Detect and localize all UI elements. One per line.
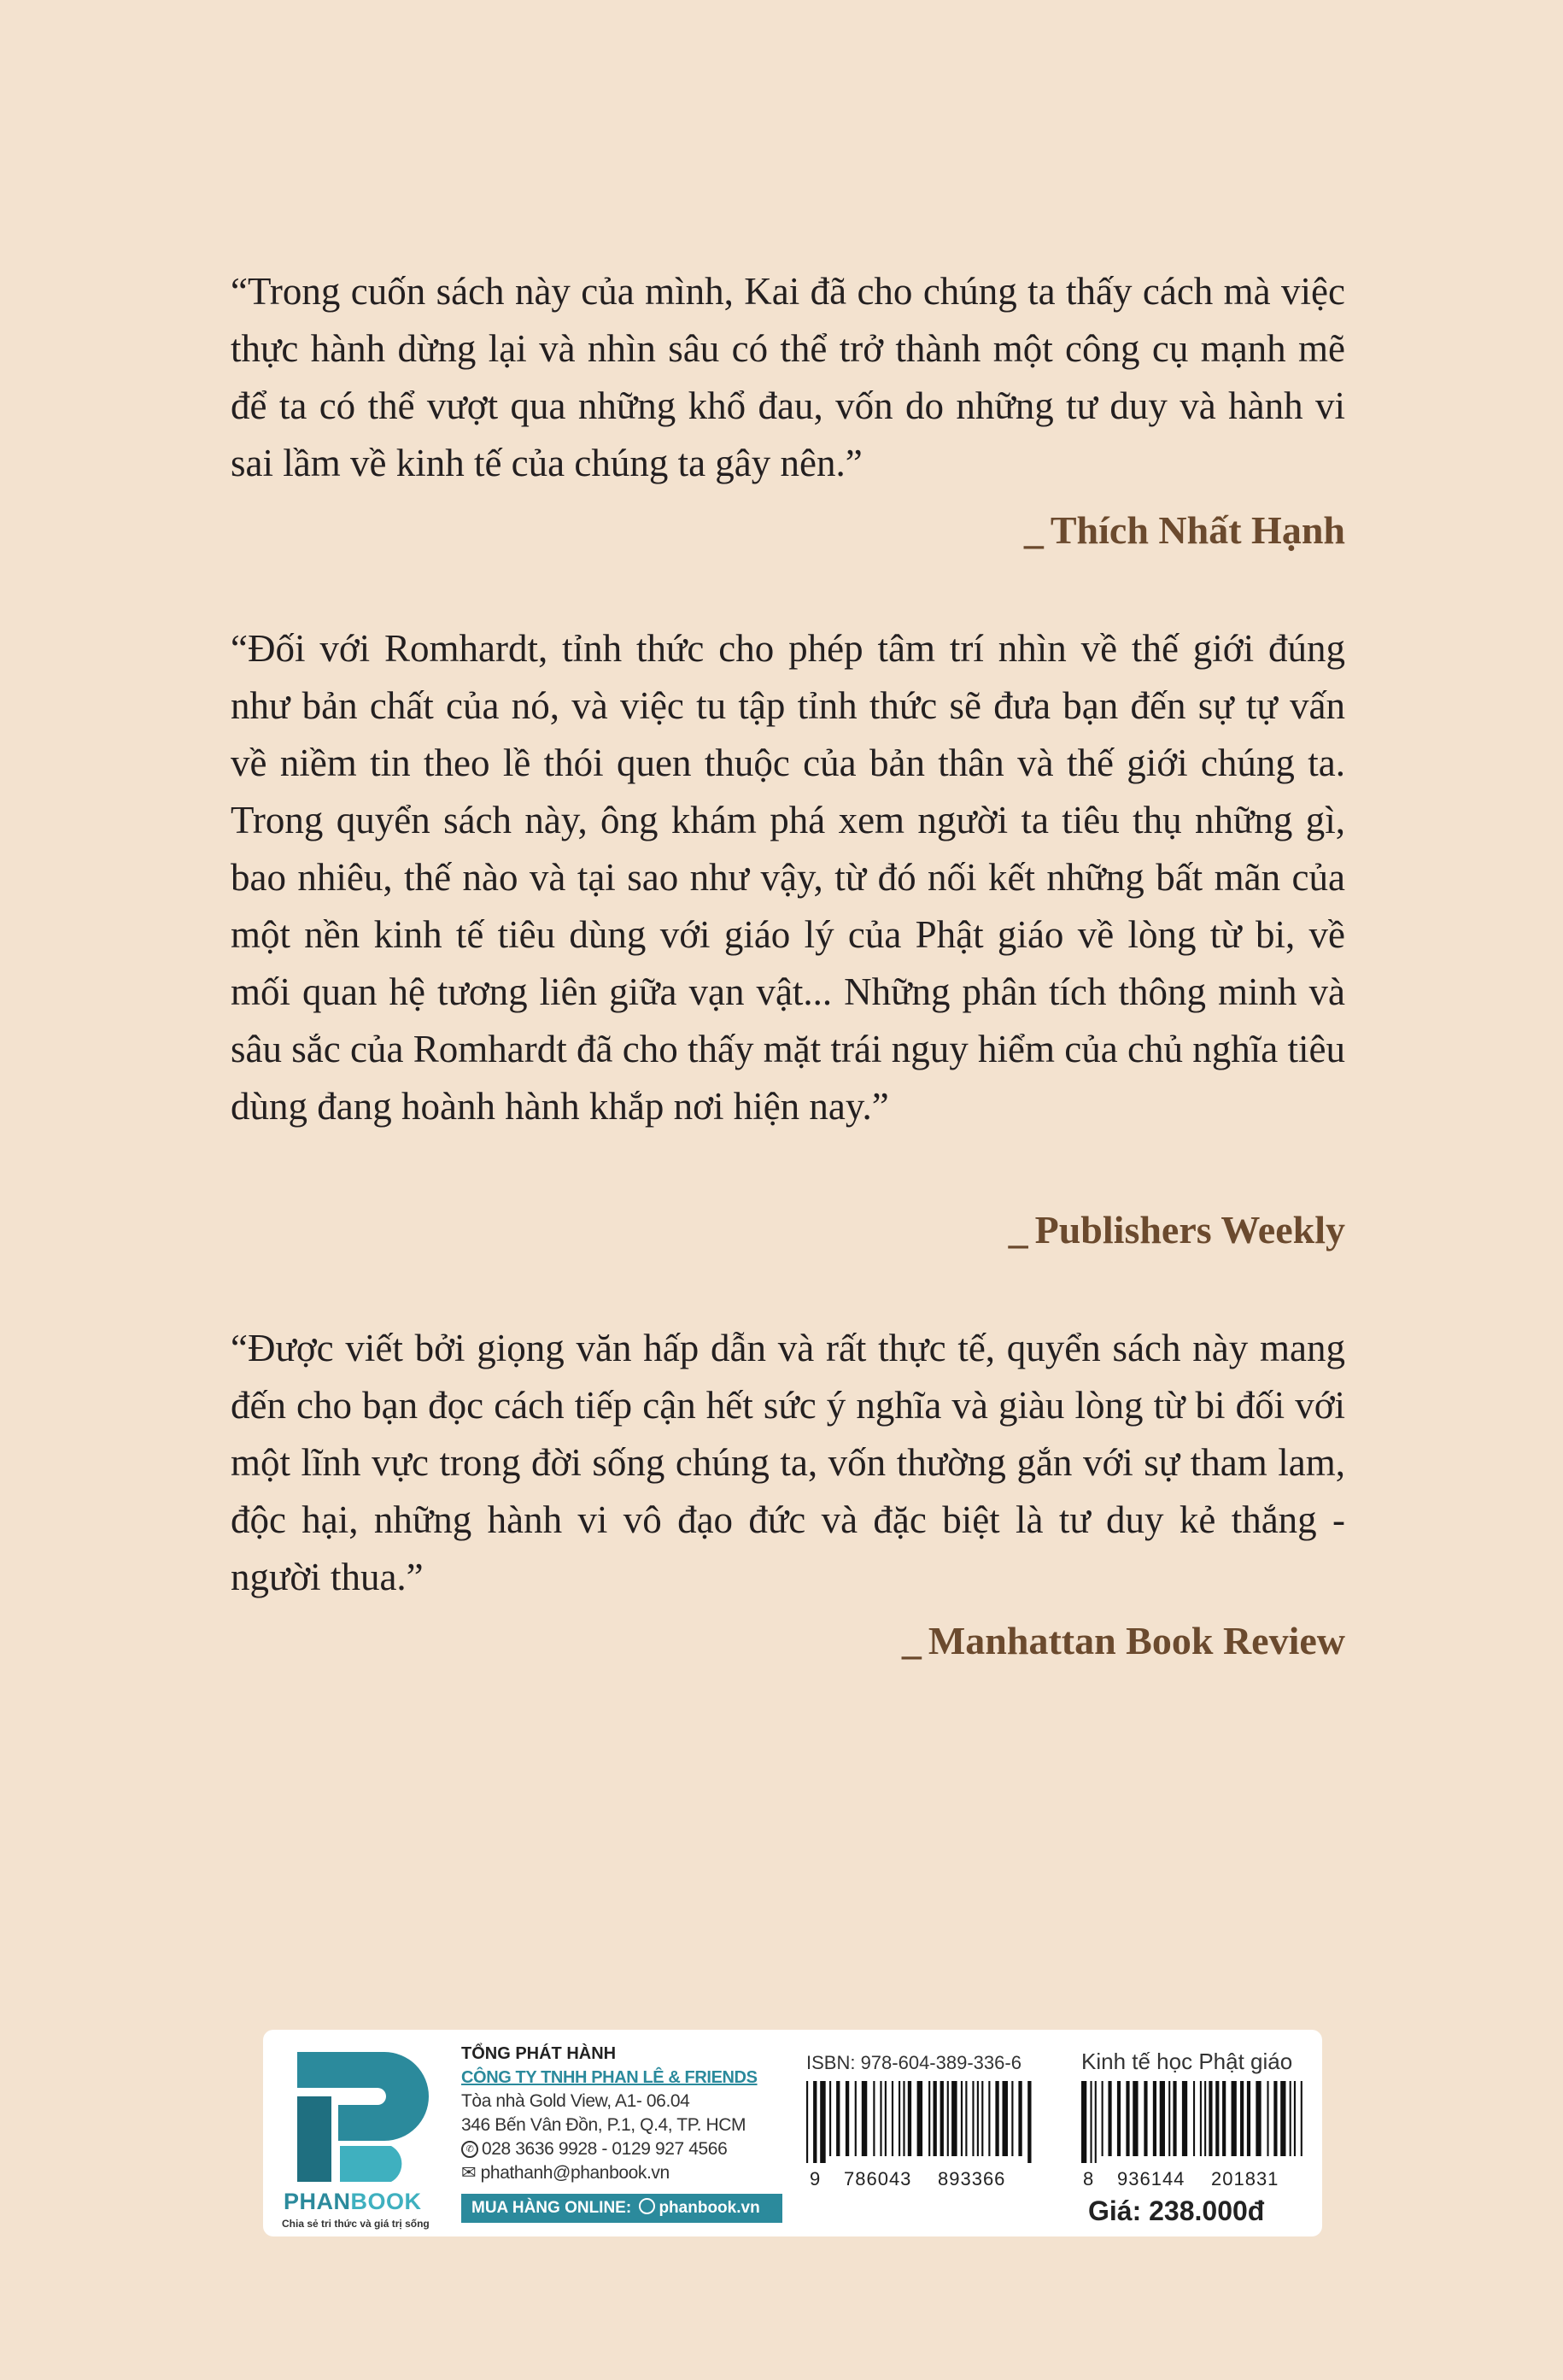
barcode-bar <box>813 2081 817 2163</box>
author-name: Thích Nhất Hạnh <box>1050 508 1345 552</box>
barcode-bar <box>1168 2081 1170 2156</box>
phone-icon: ✆ <box>461 2141 478 2158</box>
barcode-bar <box>1273 2081 1277 2156</box>
barcode-bar <box>1301 2081 1302 2156</box>
price-label: Giá: 238.000đ <box>1088 2195 1265 2226</box>
barcode-bar <box>908 2081 911 2156</box>
barcode-bar <box>1182 2081 1187 2156</box>
address-line-2: 346 Bến Vân Đồn, P.1, Q.4, TP. HCM <box>461 2115 746 2135</box>
phanbook-logo <box>282 2045 444 2233</box>
barcode-bar <box>988 2081 990 2156</box>
barcode-bar <box>1027 2081 1031 2163</box>
barcode-bar <box>892 2081 893 2156</box>
barcode-bar <box>1011 2081 1013 2156</box>
company-name: CÔNG TY TNHH PHAN LÊ & FRIENDS <box>461 2068 758 2087</box>
barcode-bar <box>951 2081 957 2156</box>
barcode-bar <box>1090 2081 1092 2163</box>
barcode-bar <box>965 2081 967 2156</box>
barcode-bar <box>1240 2081 1244 2156</box>
online-shop-bar <box>461 2194 782 2223</box>
barcode-bar <box>928 2081 930 2156</box>
quote-1-author <box>1024 507 1345 553</box>
barcode-bar <box>1232 2081 1237 2156</box>
barcode-bar <box>873 2081 875 2156</box>
barcode-bar <box>940 2081 944 2156</box>
barcode-bar <box>972 2081 974 2156</box>
barcode-bar <box>1215 2081 1219 2156</box>
barcode-bar <box>1081 2081 1086 2163</box>
barcode-bar <box>981 2081 983 2156</box>
quote-3-text: “Được viết bởi giọng văn hấp dẫn và rất thực tế, quyển sách này mang đến cho bạn đọc cách tiếp cận hết sức ý nghĩa và giàu lòng từ bi đối với một lĩnh vực trong đời sống chúng ta, vốn thường gắn với sự tham lam, độc hại, những hành vi vô đạo đức và đặc biệt là tư duy kẻ thắng - người thua.” <box>231 1327 1345 1598</box>
barcode-bar <box>977 2081 979 2156</box>
quote-2-author <box>1009 1207 1345 1252</box>
publisher-panel <box>263 2030 1322 2236</box>
barcode-bar <box>961 2081 963 2156</box>
barcode-bar <box>820 2081 825 2163</box>
barcode-bar <box>1108 2081 1111 2156</box>
barcode-bar <box>1294 2081 1296 2156</box>
dash: _ <box>1008 1208 1028 1252</box>
barcode-bar <box>1193 2081 1195 2156</box>
barcode-bar <box>1200 2081 1202 2156</box>
barcode-bar <box>1117 2081 1121 2156</box>
barcode-bar <box>1267 2081 1268 2156</box>
email-line: ✉ phathanh@phanbook.vn <box>461 2163 670 2183</box>
address-line-1: Tòa nhà Gold View, A1- 06.04 <box>461 2091 690 2111</box>
ean-digits-3: 201831 <box>1211 2168 1279 2189</box>
barcode-bar <box>855 2081 857 2156</box>
barcode-bar <box>1209 2081 1212 2156</box>
dash: _ <box>901 1619 922 1662</box>
barcode-bar <box>829 2081 831 2156</box>
barcode-bar <box>846 2081 849 2156</box>
online-label: MUA HÀNG ONLINE: <box>471 2199 632 2217</box>
barcode-bar <box>885 2081 887 2156</box>
ean-barcode <box>1081 2081 1305 2163</box>
ean-digits-2: 936144 <box>1117 2168 1185 2189</box>
email-icon: ✉ <box>461 2163 481 2183</box>
barcode-bar <box>1144 2081 1147 2156</box>
barcode-bar <box>917 2081 922 2156</box>
phanbook-logo-icon <box>289 2045 439 2186</box>
quote-3-author <box>902 1618 1345 1663</box>
book-category: Kinh tế học Phật giáo <box>1081 2049 1293 2074</box>
barcode-bar <box>1133 2081 1138 2156</box>
online-site: phanbook.vn <box>659 2199 760 2217</box>
barcode-bar <box>934 2081 937 2156</box>
barcode-bar <box>1256 2081 1261 2156</box>
ean-digits-1: 8 <box>1083 2168 1095 2189</box>
author-name: Manhattan Book Review <box>928 1619 1345 1662</box>
isbn-digits-2: 786043 <box>844 2168 912 2189</box>
isbn-barcode <box>806 2081 1037 2163</box>
isbn-label: ISBN: 978-604-389-336-6 <box>806 2052 1022 2073</box>
barcode-bar <box>1204 2081 1206 2156</box>
barcode-bar <box>1280 2081 1285 2156</box>
barcode-bar <box>903 2081 904 2156</box>
barcode-bar <box>899 2081 900 2156</box>
barcode-bar <box>1173 2081 1176 2156</box>
barcode-bar <box>806 2081 808 2163</box>
barcode-bar <box>1222 2081 1226 2156</box>
barcode-bar <box>1290 2081 1291 2156</box>
brand-name: PHANBOOK <box>284 2189 422 2214</box>
barcode-bar <box>1102 2081 1103 2156</box>
globe-icon <box>639 2198 655 2214</box>
barcode-bar <box>1247 2081 1250 2156</box>
brand-tagline: Chia sẻ tri thức và giá trị sống <box>282 2218 430 2230</box>
quote-1-text: “Trong cuốn sách này của mình, Kai đã cho chúng ta thấy cách mà việc thực hành dừng lại và nhìn sâu có thể trở thành một công cụ mạnh mẽ để ta có thể vượt qua những khổ đau, vốn do những tư duy và hành vi sai lầm về kinh tế của chúng ta gây nên.” <box>231 270 1345 484</box>
distributor-heading: TỔNG PHÁT HÀNH <box>461 2044 617 2063</box>
barcode-bar <box>947 2081 949 2156</box>
isbn-digits-3: 893366 <box>938 2168 1006 2189</box>
barcode-bar <box>1018 2081 1022 2156</box>
barcode-bar <box>880 2081 881 2156</box>
barcode-bar <box>1160 2081 1165 2156</box>
isbn-digits-1: 9 <box>810 2168 822 2189</box>
barcode-bar <box>836 2081 840 2156</box>
dash: _ <box>1023 508 1044 552</box>
barcode-bar <box>995 2081 998 2156</box>
barcode-bar <box>1003 2081 1008 2156</box>
phone-line: ✆ 028 3636 9928 - 0129 927 4566 <box>461 2137 786 2161</box>
barcode-bar <box>1126 2081 1129 2156</box>
barcode-bar <box>1095 2081 1097 2163</box>
publisher-info <box>461 2042 786 2185</box>
quote-2-text: “Đối với Romhardt, tỉnh thức cho phép tâm trí nhìn về thế giới đúng như bản chất của nó, và việc tu tập tỉnh thức sẽ đưa bạn đến sự tự vấn về niềm tin theo lề thói quen thuộc của bản thân và thế giới chúng ta. Trong quyển sách này, ông khám phá xem người ta tiêu thụ những gì, bao nhiêu, thế nào và tại sao như vậy, từ đó nối kết những bất mãn của một nền kinh tế tiêu dùng với giáo lý của Phật giáo về lòng từ bi, về mối quan hệ tương liên giữa vạn vật... Những phân tích thông minh và sâu sắc của Romhardt đã cho thấy mặt trái nguy hiểm của chủ nghĩa tiêu dùng đang hoành hành khắp nơi hiện nay.” <box>231 627 1345 1128</box>
author-name: Publishers Weekly <box>1034 1208 1345 1252</box>
barcode-bar <box>1153 2081 1156 2156</box>
barcode-bar <box>862 2081 867 2156</box>
